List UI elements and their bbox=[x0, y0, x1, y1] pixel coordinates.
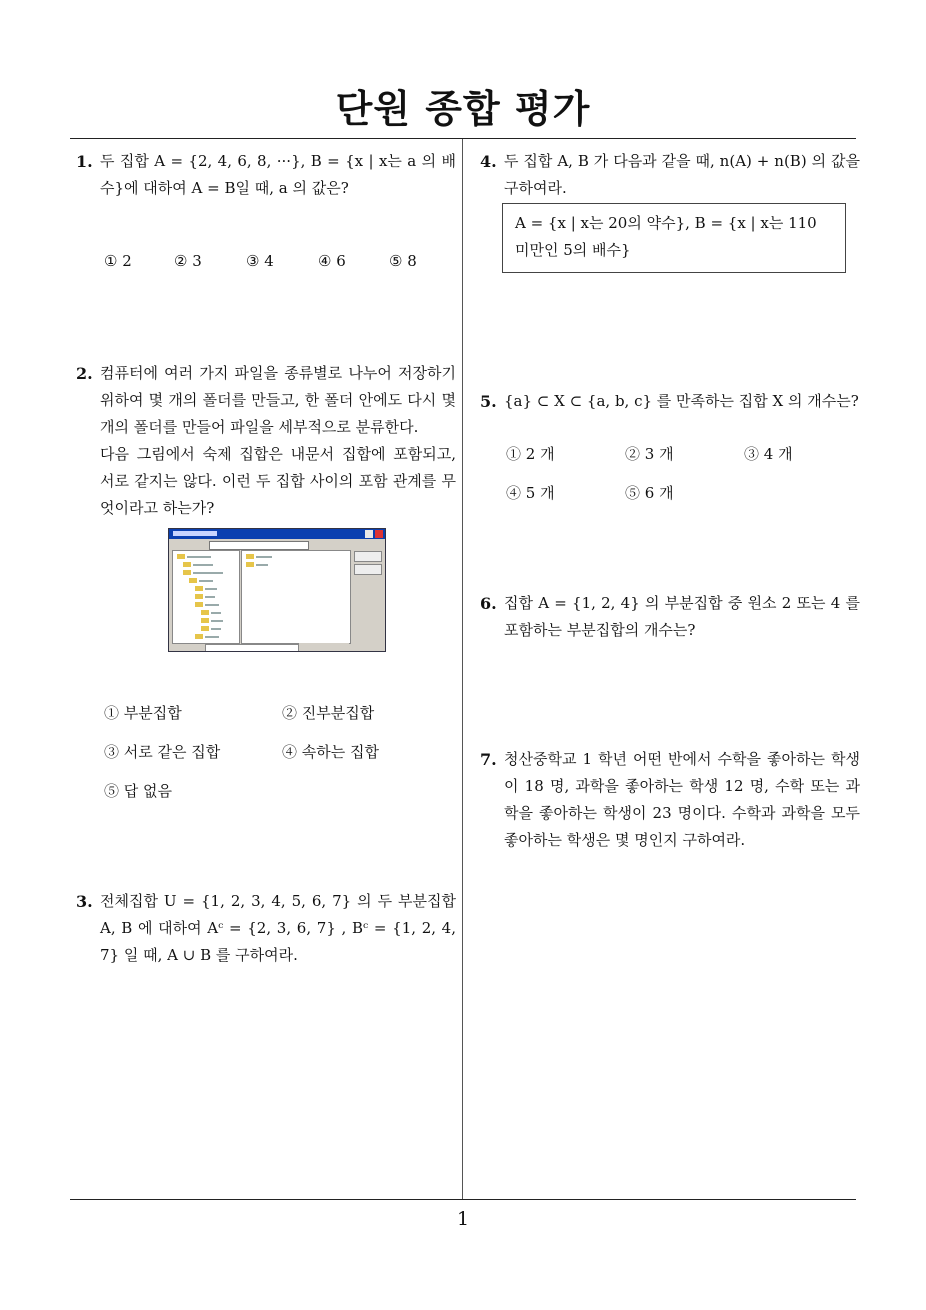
option-5[interactable]: ⑤ 답 없음 bbox=[104, 782, 173, 800]
bottom-rule bbox=[70, 1199, 856, 1200]
question-text: 집합 A = {1, 2, 4} 의 부분집합 중 원소 2 또는 4 를 포함하는 부분집합의 개수는? bbox=[504, 594, 860, 639]
close-icon bbox=[375, 530, 383, 538]
question-4 bbox=[480, 148, 860, 202]
question-6 bbox=[480, 590, 860, 644]
column-divider bbox=[462, 139, 463, 1199]
question-text: 청산중학교 1 학년 어떤 반에서 수학을 좋아하는 학생이 18 명, 과학을 좋아하는 학생 12 명, 수학 또는 과학을 좋아하는 학생이 23 명이다. 수학과 과학을 모두 좋아하는 학생은 몇 명인지 구하여라. bbox=[504, 750, 860, 849]
question-text: 컴퓨터에 여러 가지 파일을 종류별로 나누어 저장하기 위하여 몇 개의 폴더를 만들고, 한 폴더 안에도 다시 몇 개의 폴더를 만들어 파일을 세부적으로 분류한다. bbox=[100, 364, 456, 436]
question-number: 1. bbox=[76, 152, 93, 171]
question-text: 두 집합 A, B 가 다음과 같을 때, n(A) + n(B) 의 값을 구하여라. bbox=[504, 152, 860, 197]
page-title: 단원 종합 평가 bbox=[335, 87, 591, 131]
question-number: 7. bbox=[480, 750, 497, 769]
question-2 bbox=[76, 360, 456, 522]
option-3[interactable]: ③ 4 bbox=[246, 252, 274, 270]
question-text: 두 집합 A = {2, 4, 6, 8, ···}, B = {x | x는 a 의 배수}에 대하여 A = B일 때, a 의 값은? bbox=[100, 152, 456, 197]
file-list bbox=[241, 550, 351, 644]
option-1[interactable]: ① 부분집합 bbox=[104, 704, 182, 722]
option-4[interactable]: ④ 5 개 bbox=[506, 484, 555, 502]
option-1[interactable]: ① 2 bbox=[104, 252, 132, 270]
folder-tree bbox=[172, 550, 240, 644]
folder-icon bbox=[246, 554, 254, 559]
question-text: {a} ⊂ X ⊂ {a, b, c} 를 만족하는 집합 X 의 개수는? bbox=[504, 392, 859, 410]
top-rule bbox=[70, 138, 856, 139]
option-1[interactable]: ① 2 개 bbox=[506, 445, 555, 463]
question-5 bbox=[480, 388, 860, 415]
option-4[interactable]: ④ 속하는 집합 bbox=[282, 743, 379, 761]
ok-button bbox=[354, 551, 382, 562]
option-3[interactable]: ③ 4 개 bbox=[744, 445, 793, 463]
question-1 bbox=[76, 148, 456, 202]
question-number: 5. bbox=[480, 392, 497, 411]
option-2[interactable]: ② 3 개 bbox=[625, 445, 674, 463]
option-2[interactable]: ② 진부분집합 bbox=[282, 704, 375, 722]
question-number: 4. bbox=[480, 152, 497, 171]
question-text-2: 다음 그림에서 숙제 집합은 내문서 집합에 포함되고, 서로 같지는 않다. 이런 두 집합 사이의 포함 관계를 무엇이라고 하는가? bbox=[100, 445, 456, 517]
folder-explorer-image bbox=[168, 528, 386, 652]
question-number: 3. bbox=[76, 892, 93, 911]
cancel-button bbox=[354, 564, 382, 575]
question-number: 6. bbox=[480, 594, 497, 613]
option-4[interactable]: ④ 6 bbox=[318, 252, 346, 270]
question-text: 전체집합 U = {1, 2, 3, 4, 5, 6, 7} 의 두 부분집합 A, B 에 대하여 Aᶜ = {2, 3, 6, 7} , Bᶜ = {1, 2, 4, 7} 일 때, A ∪ B 를 구하여라. bbox=[100, 892, 456, 964]
given-sets-box: A = {x | x는 20의 약수}, B = {x | x는 110 미만인 5의 배수} bbox=[502, 203, 846, 273]
question-number: 2. bbox=[76, 364, 93, 383]
question-7 bbox=[480, 746, 860, 854]
option-5[interactable]: ⑤ 6 개 bbox=[625, 484, 674, 502]
option-3[interactable]: ③ 서로 같은 집합 bbox=[104, 743, 221, 761]
option-5[interactable]: ⑤ 8 bbox=[389, 252, 417, 270]
question-3 bbox=[76, 888, 456, 969]
option-2[interactable]: ② 3 bbox=[174, 252, 202, 270]
page-number: 1 bbox=[456, 1208, 470, 1230]
folder-icon bbox=[177, 554, 185, 559]
